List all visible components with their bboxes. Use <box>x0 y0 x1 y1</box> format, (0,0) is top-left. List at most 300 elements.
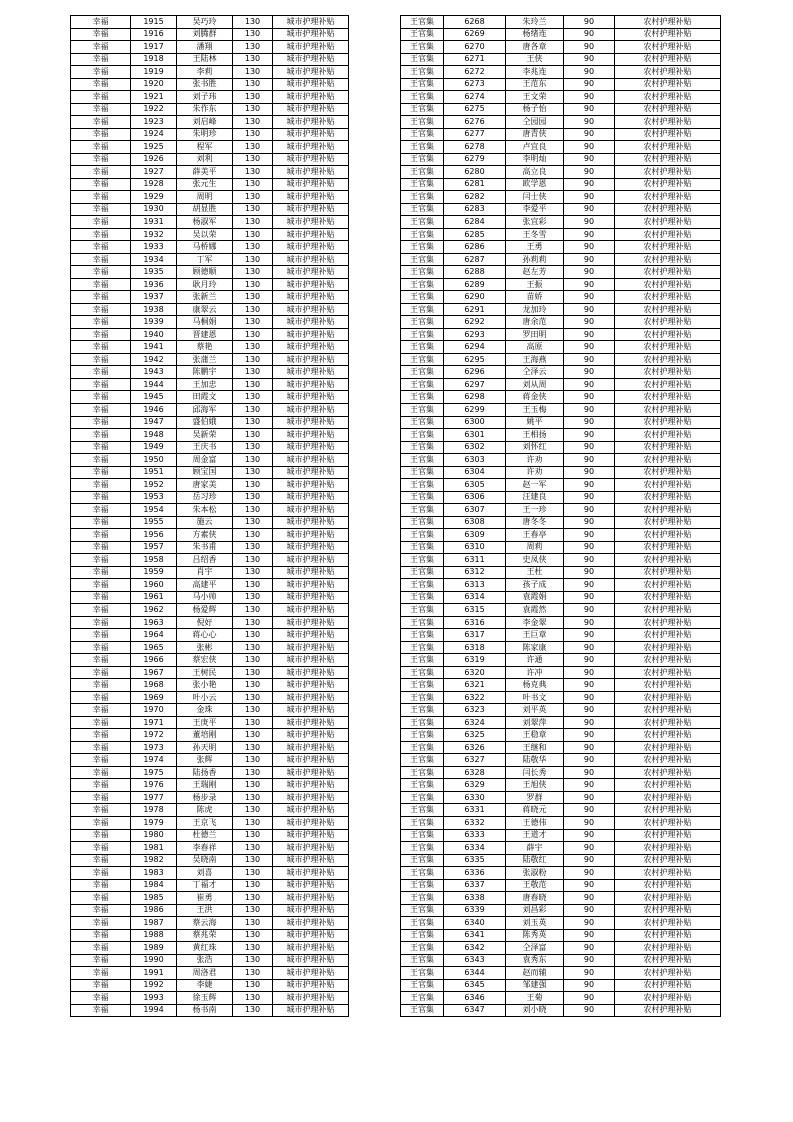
subsidy-type-cell: 农村护理补贴 <box>615 316 721 329</box>
table-row <box>71 516 349 529</box>
table-row <box>71 166 349 179</box>
table-row <box>71 103 349 116</box>
subsidy-type-cell: 农村护理补贴 <box>615 954 721 967</box>
town-cell: 幸福 <box>71 842 131 855</box>
amount-cell: 90 <box>564 942 615 955</box>
town-cell: 王官集 <box>401 479 444 492</box>
serial-number-cell: 6326 <box>444 741 506 754</box>
serial-number-cell: 1921 <box>131 91 177 104</box>
subsidy-type-cell: 农村护理补贴 <box>615 829 721 842</box>
name-cell: 顾宝国 <box>177 466 233 479</box>
name-cell: 王道才 <box>506 829 564 842</box>
town-cell: 幸福 <box>71 754 131 767</box>
town-cell: 幸福 <box>71 203 131 216</box>
town-cell: 王官集 <box>401 942 444 955</box>
amount-cell: 90 <box>564 654 615 667</box>
serial-number-cell: 1952 <box>131 479 177 492</box>
serial-number-cell: 1917 <box>131 41 177 54</box>
serial-number-cell: 6320 <box>444 666 506 679</box>
subsidy-type-cell: 农村护理补贴 <box>615 716 721 729</box>
table-row <box>71 979 349 992</box>
name-cell: 袁秀东 <box>506 954 564 967</box>
table-row <box>401 53 721 66</box>
table-row <box>71 178 349 191</box>
table-row <box>71 504 349 517</box>
subsidy-type-cell: 农村护理补贴 <box>615 78 721 91</box>
name-cell: 闫长秀 <box>506 766 564 779</box>
table-row <box>71 203 349 216</box>
name-cell: 袁霞然 <box>506 604 564 617</box>
town-cell: 王官集 <box>401 216 444 229</box>
name-cell: 刘玉英 <box>506 917 564 930</box>
amount-cell: 90 <box>564 353 615 366</box>
name-cell: 孩子成 <box>506 579 564 592</box>
subsidy-type-cell: 农村护理补贴 <box>615 441 721 454</box>
serial-number-cell: 1936 <box>131 278 177 291</box>
serial-number-cell: 6333 <box>444 829 506 842</box>
subsidy-type-cell: 城市护理补贴 <box>273 566 349 579</box>
name-cell: 仝泽富 <box>506 942 564 955</box>
subsidy-type-cell: 农村护理补贴 <box>615 266 721 279</box>
subsidy-type-cell: 城市护理补贴 <box>273 253 349 266</box>
serial-number-cell: 1977 <box>131 791 177 804</box>
name-cell: 潘翔 <box>177 41 233 54</box>
town-cell: 幸福 <box>71 116 131 129</box>
serial-number-cell: 1927 <box>131 166 177 179</box>
serial-number-cell: 6279 <box>444 153 506 166</box>
town-cell: 王官集 <box>401 416 444 429</box>
table-row <box>71 391 349 404</box>
subsidy-type-cell: 农村护理补贴 <box>615 166 721 179</box>
amount-cell: 90 <box>564 328 615 341</box>
subsidy-type-cell: 农村护理补贴 <box>615 666 721 679</box>
name-cell: 李兆连 <box>506 66 564 79</box>
subsidy-type-cell: 农村护理补贴 <box>615 403 721 416</box>
town-cell: 幸福 <box>71 954 131 967</box>
amount-cell: 130 <box>233 479 273 492</box>
amount-cell: 90 <box>564 529 615 542</box>
table-row <box>71 303 349 316</box>
town-cell: 王官集 <box>401 241 444 254</box>
town-cell: 幸福 <box>71 867 131 880</box>
subsidy-type-cell: 农村护理补贴 <box>615 679 721 692</box>
serial-number-cell: 6334 <box>444 842 506 855</box>
town-cell: 幸福 <box>71 103 131 116</box>
amount-cell: 130 <box>233 291 273 304</box>
town-cell: 幸福 <box>71 341 131 354</box>
name-cell: 唐青侠 <box>506 128 564 141</box>
name-cell: 许通 <box>506 654 564 667</box>
table-row <box>401 979 721 992</box>
amount-cell: 90 <box>564 303 615 316</box>
town-cell: 幸福 <box>71 904 131 917</box>
town-cell: 幸福 <box>71 353 131 366</box>
subsidy-type-cell: 农村护理补贴 <box>615 616 721 629</box>
amount-cell: 90 <box>564 754 615 767</box>
amount-cell: 130 <box>233 103 273 116</box>
town-cell: 王官集 <box>401 1004 444 1017</box>
name-cell: 李莉 <box>177 66 233 79</box>
amount-cell: 90 <box>564 766 615 779</box>
amount-cell: 130 <box>233 253 273 266</box>
table-row <box>71 867 349 880</box>
name-cell: 马小帅 <box>177 591 233 604</box>
table-row <box>401 491 721 504</box>
serial-number-cell: 6313 <box>444 579 506 592</box>
subsidy-type-cell: 城市护理补贴 <box>273 666 349 679</box>
table-row <box>401 479 721 492</box>
town-cell: 王官集 <box>401 917 444 930</box>
name-cell: 王冬雪 <box>506 228 564 241</box>
serial-number-cell: 1942 <box>131 353 177 366</box>
subsidy-type-cell: 城市护理补贴 <box>273 128 349 141</box>
serial-number-cell: 6291 <box>444 303 506 316</box>
table-row <box>71 441 349 454</box>
subsidy-type-cell: 农村护理补贴 <box>615 979 721 992</box>
serial-number-cell: 6283 <box>444 203 506 216</box>
subsidy-type-cell: 城市护理补贴 <box>273 91 349 104</box>
serial-number-cell: 1929 <box>131 191 177 204</box>
subsidy-type-cell: 城市护理补贴 <box>273 729 349 742</box>
subsidy-type-cell: 城市护理补贴 <box>273 679 349 692</box>
name-cell: 杨书南 <box>177 1004 233 1017</box>
town-cell: 幸福 <box>71 278 131 291</box>
amount-cell: 130 <box>233 328 273 341</box>
amount-cell: 130 <box>233 641 273 654</box>
table-row <box>401 716 721 729</box>
subsidy-type-cell: 城市护理补贴 <box>273 278 349 291</box>
amount-cell: 130 <box>233 954 273 967</box>
table-row <box>401 1004 721 1017</box>
subsidy-type-cell: 农村护理补贴 <box>615 754 721 767</box>
table-row <box>71 403 349 416</box>
name-cell: 唐余范 <box>506 316 564 329</box>
name-cell: 晋建恩 <box>177 328 233 341</box>
amount-cell: 90 <box>564 917 615 930</box>
town-cell: 王官集 <box>401 178 444 191</box>
town-cell: 王官集 <box>401 666 444 679</box>
amount-cell: 90 <box>564 904 615 917</box>
serial-number-cell: 6296 <box>444 366 506 379</box>
town-cell: 王官集 <box>401 103 444 116</box>
serial-number-cell: 1990 <box>131 954 177 967</box>
name-cell: 汪建良 <box>506 491 564 504</box>
town-cell: 幸福 <box>71 78 131 91</box>
town-cell: 幸福 <box>71 741 131 754</box>
name-cell: 蔡兆荣 <box>177 929 233 942</box>
amount-cell: 90 <box>564 191 615 204</box>
subsidy-type-cell: 城市护理补贴 <box>273 103 349 116</box>
subsidy-type-cell: 农村护理补贴 <box>615 353 721 366</box>
serial-number-cell: 1969 <box>131 691 177 704</box>
name-cell: 王旭侠 <box>506 779 564 792</box>
serial-number-cell: 1919 <box>131 66 177 79</box>
town-cell: 幸福 <box>71 879 131 892</box>
subsidy-type-cell: 农村护理补贴 <box>615 729 721 742</box>
serial-number-cell: 6325 <box>444 729 506 742</box>
town-cell: 王官集 <box>401 504 444 517</box>
name-cell: 王庚平 <box>177 716 233 729</box>
serial-number-cell: 1976 <box>131 779 177 792</box>
table-row <box>401 241 721 254</box>
table-row <box>71 41 349 54</box>
table-row <box>401 378 721 391</box>
serial-number-cell: 1938 <box>131 303 177 316</box>
table-row <box>401 541 721 554</box>
name-cell: 唐各章 <box>506 41 564 54</box>
subsidy-type-cell: 农村护理补贴 <box>615 16 721 29</box>
table-row <box>401 316 721 329</box>
town-cell: 王官集 <box>401 716 444 729</box>
town-cell: 幸福 <box>71 378 131 391</box>
serial-number-cell: 1918 <box>131 53 177 66</box>
serial-number-cell: 6276 <box>444 116 506 129</box>
amount-cell: 90 <box>564 954 615 967</box>
name-cell: 王京飞 <box>177 817 233 830</box>
serial-number-cell: 6332 <box>444 817 506 830</box>
subsidy-type-cell: 城市护理补贴 <box>273 942 349 955</box>
subsidy-type-cell: 城市护理补贴 <box>273 704 349 717</box>
amount-cell: 90 <box>564 241 615 254</box>
amount-cell: 90 <box>564 604 615 617</box>
table-row <box>401 842 721 855</box>
subsidy-type-cell: 城市护理补贴 <box>273 466 349 479</box>
amount-cell: 90 <box>564 854 615 867</box>
town-cell: 王官集 <box>401 16 444 29</box>
table-row <box>401 228 721 241</box>
serial-number-cell: 6340 <box>444 917 506 930</box>
amount-cell: 90 <box>564 253 615 266</box>
subsidy-type-cell: 城市护理补贴 <box>273 867 349 880</box>
town-cell: 王官集 <box>401 403 444 416</box>
name-cell: 罗田明 <box>506 328 564 341</box>
table-row <box>401 141 721 154</box>
town-cell: 王官集 <box>401 879 444 892</box>
serial-number-cell: 6307 <box>444 504 506 517</box>
amount-cell: 130 <box>233 892 273 905</box>
amount-cell: 90 <box>564 141 615 154</box>
subsidy-type-cell: 农村护理补贴 <box>615 566 721 579</box>
subsidy-type-cell: 城市护理补贴 <box>273 203 349 216</box>
name-cell: 赵左芳 <box>506 266 564 279</box>
serial-number-cell: 1962 <box>131 604 177 617</box>
table-row <box>71 316 349 329</box>
serial-number-cell: 6288 <box>444 266 506 279</box>
name-cell: 王巨章 <box>506 629 564 642</box>
subsidy-type-cell: 农村护理补贴 <box>615 929 721 942</box>
amount-cell: 130 <box>233 604 273 617</box>
serial-number-cell: 6324 <box>444 716 506 729</box>
name-cell: 蔡云海 <box>177 917 233 930</box>
serial-number-cell: 6327 <box>444 754 506 767</box>
amount-cell: 90 <box>564 1004 615 1017</box>
table-row <box>401 328 721 341</box>
serial-number-cell: 1922 <box>131 103 177 116</box>
amount-cell: 130 <box>233 241 273 254</box>
amount-cell: 90 <box>564 566 615 579</box>
name-cell: 王庆书 <box>177 441 233 454</box>
name-cell: 王稳章 <box>506 729 564 742</box>
subsidy-type-cell: 城市护理补贴 <box>273 241 349 254</box>
subsidy-type-cell: 农村护理补贴 <box>615 216 721 229</box>
table-row <box>401 917 721 930</box>
serial-number-cell: 6337 <box>444 879 506 892</box>
town-cell: 王官集 <box>401 704 444 717</box>
amount-cell: 90 <box>564 66 615 79</box>
town-cell: 幸福 <box>71 604 131 617</box>
amount-cell: 130 <box>233 116 273 129</box>
town-cell: 王官集 <box>401 529 444 542</box>
serial-number-cell: 6314 <box>444 591 506 604</box>
town-cell: 王官集 <box>401 516 444 529</box>
serial-number-cell: 6299 <box>444 403 506 416</box>
table-row <box>71 241 349 254</box>
town-cell: 幸福 <box>71 591 131 604</box>
name-cell: 仝园园 <box>506 116 564 129</box>
subsidy-type-cell: 农村护理补贴 <box>615 41 721 54</box>
amount-cell: 130 <box>233 741 273 754</box>
subsidy-type-cell: 城市护理补贴 <box>273 53 349 66</box>
amount-cell: 90 <box>564 541 615 554</box>
serial-number-cell: 1979 <box>131 817 177 830</box>
serial-number-cell: 1948 <box>131 429 177 442</box>
amount-cell: 90 <box>564 829 615 842</box>
subsidy-type-cell: 农村护理补贴 <box>615 153 721 166</box>
amount-cell: 130 <box>233 166 273 179</box>
name-cell: 刘喜 <box>177 867 233 880</box>
town-cell: 幸福 <box>71 266 131 279</box>
serial-number-cell: 6275 <box>444 103 506 116</box>
name-cell: 张彬 <box>177 641 233 654</box>
serial-number-cell: 1931 <box>131 216 177 229</box>
amount-cell: 130 <box>233 454 273 467</box>
subsidy-type-cell: 城市护理补贴 <box>273 754 349 767</box>
amount-cell: 130 <box>233 128 273 141</box>
name-cell: 叶书文 <box>506 691 564 704</box>
name-cell: 王洪 <box>177 904 233 917</box>
amount-cell: 130 <box>233 78 273 91</box>
subsidy-type-cell: 城市护理补贴 <box>273 829 349 842</box>
serial-number-cell: 6308 <box>444 516 506 529</box>
serial-number-cell: 6286 <box>444 241 506 254</box>
amount-cell: 90 <box>564 504 615 517</box>
amount-cell: 90 <box>564 403 615 416</box>
table-row <box>401 203 721 216</box>
serial-number-cell: 1985 <box>131 892 177 905</box>
name-cell: 王瑞刚 <box>177 779 233 792</box>
serial-number-cell: 6342 <box>444 942 506 955</box>
table-row <box>71 791 349 804</box>
serial-number-cell: 6331 <box>444 804 506 817</box>
subsidy-type-cell: 农村护理补贴 <box>615 416 721 429</box>
name-cell: 刘启峰 <box>177 116 233 129</box>
table-row <box>71 328 349 341</box>
table-row <box>401 854 721 867</box>
subsidy-type-cell: 农村护理补贴 <box>615 328 721 341</box>
name-cell: 叶小云 <box>177 691 233 704</box>
name-cell: 金珠 <box>177 704 233 717</box>
amount-cell: 130 <box>233 867 273 880</box>
table-row <box>71 91 349 104</box>
town-cell: 王官集 <box>401 892 444 905</box>
serial-number-cell: 6323 <box>444 704 506 717</box>
serial-number-cell: 1956 <box>131 529 177 542</box>
subsidy-type-cell: 城市护理补贴 <box>273 228 349 241</box>
serial-number-cell: 6300 <box>444 416 506 429</box>
table-row <box>401 904 721 917</box>
table-row <box>71 554 349 567</box>
amount-cell: 90 <box>564 817 615 830</box>
town-cell: 幸福 <box>71 41 131 54</box>
name-cell: 唐家美 <box>177 479 233 492</box>
town-cell: 王官集 <box>401 278 444 291</box>
serial-number-cell: 1991 <box>131 967 177 980</box>
name-cell: 王杜 <box>506 566 564 579</box>
table-row <box>71 253 349 266</box>
name-cell: 崔勇 <box>177 892 233 905</box>
name-cell: 陈虎 <box>177 804 233 817</box>
amount-cell: 130 <box>233 804 273 817</box>
serial-number-cell: 6315 <box>444 604 506 617</box>
town-cell: 王官集 <box>401 378 444 391</box>
subsidy-type-cell: 农村护理补贴 <box>615 779 721 792</box>
subsidy-type-cell: 城市护理补贴 <box>273 591 349 604</box>
name-cell: 王范东 <box>506 78 564 91</box>
table-row <box>401 992 721 1005</box>
town-cell: 幸福 <box>71 779 131 792</box>
subsidy-type-cell: 城市护理补贴 <box>273 604 349 617</box>
town-cell: 幸福 <box>71 491 131 504</box>
subsidy-type-cell: 农村护理补贴 <box>615 479 721 492</box>
town-cell: 王官集 <box>401 454 444 467</box>
amount-cell: 130 <box>233 917 273 930</box>
town-cell: 王官集 <box>401 191 444 204</box>
serial-number-cell: 1940 <box>131 328 177 341</box>
serial-number-cell: 1944 <box>131 378 177 391</box>
name-cell: 杨步录 <box>177 791 233 804</box>
subsidy-type-cell: 城市护理补贴 <box>273 892 349 905</box>
name-cell: 王德伟 <box>506 817 564 830</box>
name-cell: 王勇 <box>506 241 564 254</box>
table-row <box>401 78 721 91</box>
town-cell: 王官集 <box>401 203 444 216</box>
name-cell: 卢宜良 <box>506 141 564 154</box>
subsidy-type-cell: 农村护理补贴 <box>615 879 721 892</box>
town-cell: 王官集 <box>401 842 444 855</box>
name-cell: 赵而辅 <box>506 967 564 980</box>
name-cell: 张书胜 <box>177 78 233 91</box>
town-cell: 王官集 <box>401 954 444 967</box>
table-row <box>71 654 349 667</box>
name-cell: 吕绍香 <box>177 554 233 567</box>
amount-cell: 130 <box>233 904 273 917</box>
name-cell: 唐春晓 <box>506 892 564 905</box>
subsidy-type-cell: 农村护理补贴 <box>615 641 721 654</box>
amount-cell: 130 <box>233 704 273 717</box>
serial-number-cell: 1993 <box>131 992 177 1005</box>
subsidy-type-cell: 城市护理补贴 <box>273 479 349 492</box>
table-row <box>71 66 349 79</box>
amount-cell: 90 <box>564 391 615 404</box>
serial-number-cell: 1954 <box>131 504 177 517</box>
amount-cell: 130 <box>233 729 273 742</box>
amount-cell: 130 <box>233 216 273 229</box>
town-cell: 幸福 <box>71 929 131 942</box>
serial-number-cell: 6271 <box>444 53 506 66</box>
serial-number-cell: 6301 <box>444 429 506 442</box>
town-cell: 幸福 <box>71 654 131 667</box>
serial-number-cell: 6295 <box>444 353 506 366</box>
